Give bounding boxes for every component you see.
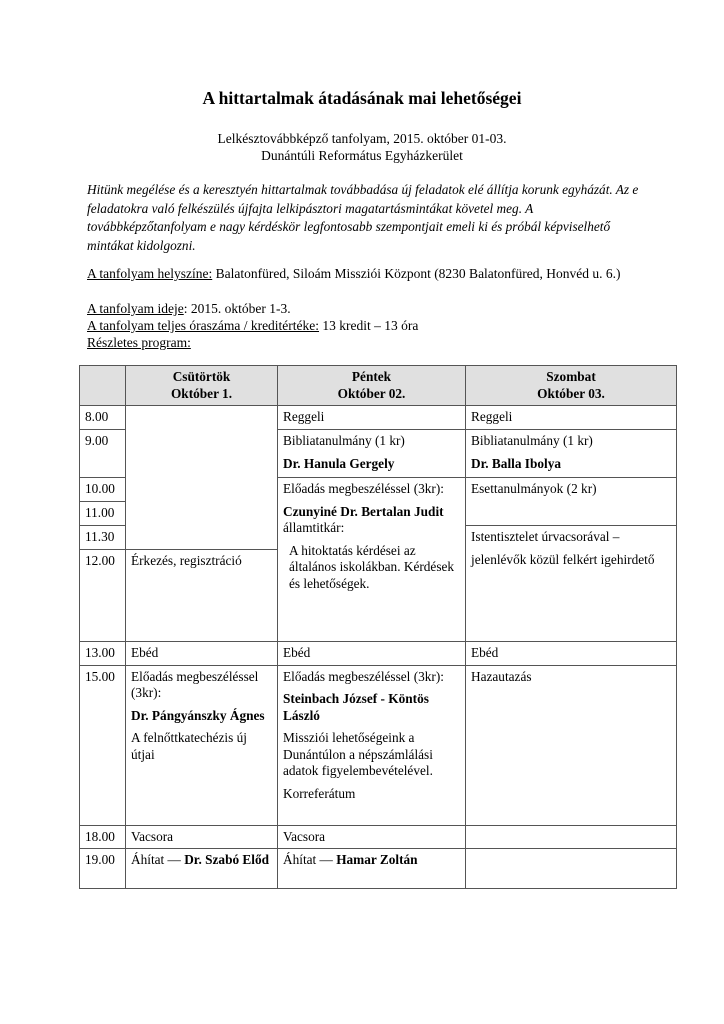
sat-departure: Hazautazás bbox=[466, 665, 677, 825]
header-friday: Péntek Október 02. bbox=[278, 366, 466, 406]
thu-arrival: Érkezés, regisztráció bbox=[126, 550, 278, 642]
program-table bbox=[79, 365, 677, 889]
document-title: A hittartalmak átadásának mai lehetőségei bbox=[202, 88, 522, 108]
subtitle-district: Dunántúli Református Egyházkerület bbox=[261, 148, 463, 163]
header-thursday: Csütörtök Október 1. bbox=[126, 366, 278, 406]
time-cell: 11.30 bbox=[80, 526, 126, 550]
subtitle-course: Lelkésztovábbképző tanfolyam, 2015. október 01-03. bbox=[217, 131, 507, 146]
time-cell: 19.00 bbox=[80, 849, 126, 889]
table-row bbox=[80, 849, 677, 889]
fri-afternoon-lecture: Előadás megbeszéléssel (3kr): Steinbach József - Köntös László Missziói lehetőségeink a Dunántúlon a népszámlálási adatok figyelembevételével. Korreferátum bbox=[278, 665, 466, 825]
time-cell: 11.00 bbox=[80, 502, 126, 526]
table-row bbox=[80, 642, 677, 666]
date-label: A tanfolyam ideje bbox=[87, 301, 184, 316]
time-cell: 8.00 bbox=[80, 406, 126, 430]
sat-breakfast: Reggeli bbox=[466, 406, 677, 430]
header-saturday: Szombat Október 03. bbox=[466, 366, 677, 406]
info-location bbox=[87, 265, 667, 283]
info-date bbox=[87, 300, 667, 318]
table-row bbox=[80, 406, 677, 430]
fri-devotion: Áhítat — Hamar Zoltán bbox=[278, 849, 466, 889]
sat-case-studies: Esettanulmányok (2 kr) bbox=[466, 478, 677, 526]
sat-service: Istentisztelet úrvacsorával – jelenlévők közül felkért igehirdető bbox=[466, 526, 677, 642]
info-hours bbox=[87, 317, 667, 335]
sat-empty-evening bbox=[466, 825, 677, 849]
fri-breakfast: Reggeli bbox=[278, 406, 466, 430]
location-value: Balatonfüred, Siloám Missziói Központ (8230 Balatonfüred, Honvéd u. 6.) bbox=[212, 266, 621, 281]
table-row bbox=[80, 665, 677, 825]
sat-empty-night bbox=[466, 849, 677, 889]
thu-dinner: Vacsora bbox=[126, 825, 278, 849]
time-cell: 13.00 bbox=[80, 642, 126, 666]
info-program bbox=[87, 334, 667, 352]
time-cell: 10.00 bbox=[80, 478, 126, 502]
table-row bbox=[80, 825, 677, 849]
sat-lunch: Ebéd bbox=[466, 642, 677, 666]
location-label: A tanfolyam helyszíne: bbox=[87, 266, 213, 281]
fri-lecture: Előadás megbeszéléssel (3kr): Czunyiné Dr. Bertalan Judit államtitkár: A hitoktatás kérdései az általános iskolákban. Kérdések és lehetőségek. bbox=[278, 478, 466, 642]
time-cell: 12.00 bbox=[80, 550, 126, 642]
table-header-row bbox=[80, 366, 677, 406]
header-time-cell bbox=[80, 366, 126, 406]
thu-lecture: Előadás megbeszéléssel (3kr): Dr. Pángyánszky Ágnes A felnőttkatechézis új útjai bbox=[126, 665, 278, 825]
thu-devotion: Áhítat — Dr. Szabó Előd bbox=[126, 849, 278, 889]
intro-paragraph: Hitünk megélése és a keresztyén hittartalmak továbbadása új feladatok elé állítja korunk egyházát. Az e feladatokra való felkészülés újfajta lelkipásztori magatartásmintákat követel meg. A továbbképzőtanfolyam e nagy kérdéskör legfontosabb szempontjait emeli ki és próbál képviselhető mintákat kidolgozni. bbox=[87, 182, 639, 253]
sat-bible-study: Bibliatanulmány (1 kr) Dr. Balla Ibolya bbox=[466, 430, 677, 478]
program-label: Részletes program: bbox=[87, 335, 191, 350]
thu-empty-morning bbox=[126, 406, 278, 550]
time-cell: 15.00 bbox=[80, 665, 126, 825]
fri-lunch: Ebéd bbox=[278, 642, 466, 666]
fri-dinner: Vacsora bbox=[278, 825, 466, 849]
time-cell: 9.00 bbox=[80, 430, 126, 478]
date-value: : 2015. október 1-3. bbox=[183, 301, 291, 316]
time-cell: 18.00 bbox=[80, 825, 126, 849]
thu-lunch: Ebéd bbox=[126, 642, 278, 666]
fri-bible-study: Bibliatanulmány (1 kr) Dr. Hanula Gergely bbox=[278, 430, 466, 478]
hours-label: A tanfolyam teljes óraszáma / kreditértéke: bbox=[87, 318, 320, 333]
hours-value: 13 kredit – 13 óra bbox=[319, 318, 419, 333]
